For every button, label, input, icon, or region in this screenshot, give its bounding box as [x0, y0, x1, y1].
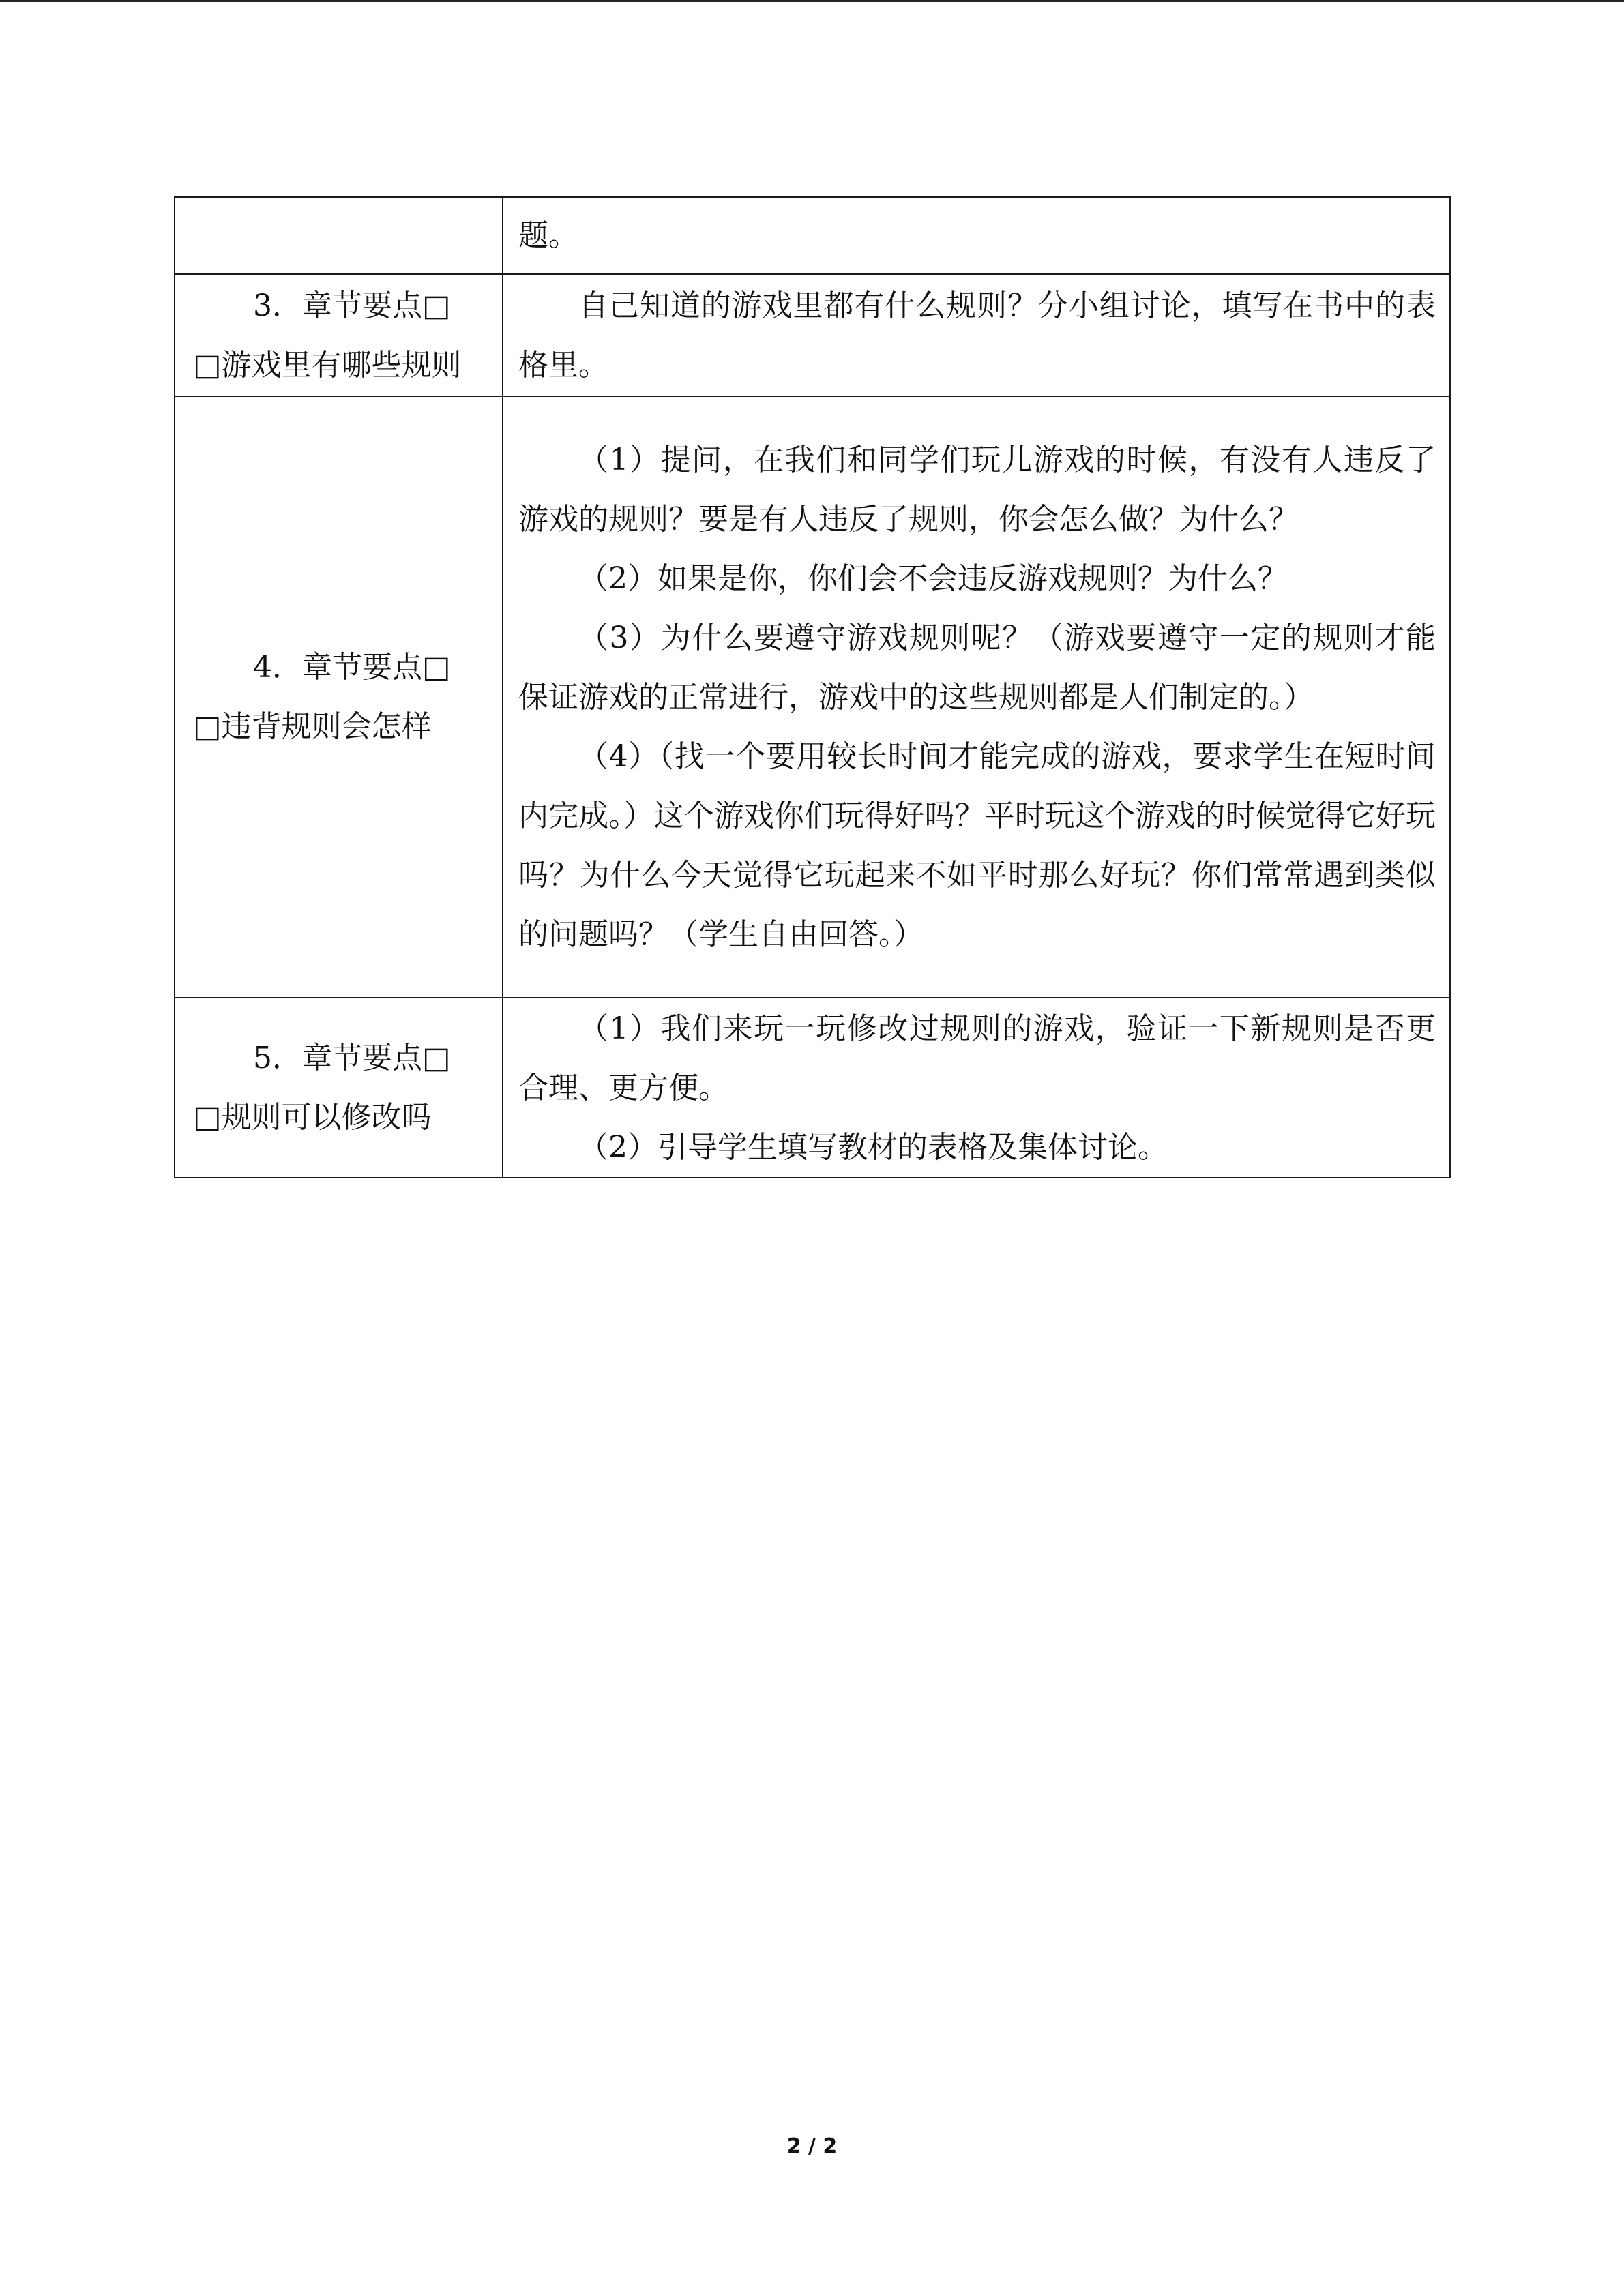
section-label-line: □违背规则会怎样	[193, 709, 432, 744]
section-label-line: □游戏里有哪些规则	[193, 347, 462, 383]
table-row	[175, 274, 1450, 396]
section-content-cell	[503, 197, 1450, 274]
table-row	[175, 197, 1450, 274]
section-label-line: □规则可以修改吗	[193, 1100, 432, 1135]
content-paragraph: （3）为什么要遵守游戏规则呢？（游戏要遵守一定的规则才能保证游戏的正常进行，游戏中的这些规则都是人们制定的。）	[518, 620, 1436, 715]
page-top-border	[0, 0, 1624, 2]
content-paragraph: 题。	[518, 218, 578, 253]
section-label-cell	[175, 274, 503, 396]
content-paragraph: （2）如果是你，你们会不会违反游戏规则？为什么？	[578, 561, 1288, 596]
section-content-cell	[503, 396, 1450, 998]
section-label-cell	[175, 998, 503, 1178]
section-label-line: 5．章节要点□	[253, 1041, 451, 1075]
content-paragraph: （2）引导学生填写教材的表格及集体讨论。	[578, 1129, 1168, 1165]
content-paragraph: （1）我们来玩一玩修改过规则的游戏，验证一下新规则是否更合理、更方便。	[518, 1011, 1436, 1105]
content-paragraph: （1）提问，在我们和同学们玩儿游戏的时候，有没有人违反了游戏的规则？要是有人违反了规则，你会怎么做？为什么？	[518, 442, 1436, 537]
section-content-cell	[503, 274, 1450, 396]
lesson-table	[174, 196, 1451, 1178]
content-paragraph: 自己知道的游戏里都有什么规则？分小组讨论，填写在书中的表格里。	[518, 288, 1436, 383]
table-row	[175, 396, 1450, 998]
section-label-line: 4．章节要点□	[253, 650, 451, 685]
table-row	[175, 998, 1450, 1178]
content-paragraph: （4）（找一个要用较长时间才能完成的游戏，要求学生在短时间内完成。）这个游戏你们玩得好吗？平时玩这个游戏的时候觉得它好玩吗？为什么今天觉得它玩起来不如平时那么好玩？你们常常遇到类似的问题吗？（学生自由回答。）	[518, 739, 1436, 952]
section-content-cell	[503, 998, 1450, 1178]
section-label-cell	[175, 396, 503, 998]
section-label-cell	[175, 197, 503, 274]
page-number: 2 / 2	[786, 2134, 838, 2158]
section-label-line: 3．章节要点□	[253, 288, 451, 323]
